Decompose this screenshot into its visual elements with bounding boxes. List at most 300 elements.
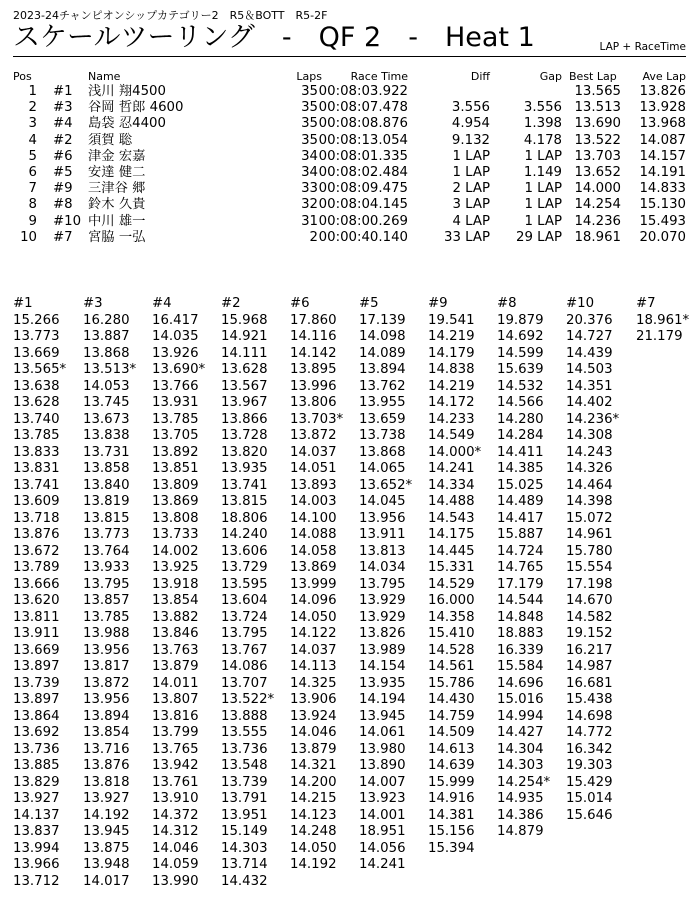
lap-time-cell: 13.712 <box>13 873 60 889</box>
driver-name-cell: 須賀 聡 <box>88 132 133 148</box>
lap-time-cell: 14.727 <box>566 329 613 344</box>
driver-name-cell: 三津谷 郷 <box>88 181 146 197</box>
lap-time-cell: 13.882 <box>152 609 199 625</box>
result-row <box>13 133 688 149</box>
laps-cell: 32 <box>301 197 318 213</box>
lap-time-cell: 14.065 <box>359 461 406 476</box>
lap-time-cell: 14.544 <box>497 593 544 608</box>
lap-time-cell: 14.240 <box>221 527 268 542</box>
lap-time-cell: 14.046 <box>152 840 199 856</box>
lap-time-cell: 13.894 <box>83 708 130 724</box>
lap-time-cell: 13.762 <box>359 378 406 394</box>
lap-time-cell: 13.716 <box>83 741 130 757</box>
lap-time-cell: 13.956 <box>83 692 130 707</box>
lap-time-cell: 15.999 <box>428 774 475 790</box>
lap-time-cell: 13.888 <box>221 708 268 724</box>
driver-name-cell: 浅川 翔4500 <box>88 84 166 99</box>
lap-time-cell: 13.785 <box>152 411 199 427</box>
lap-column-header: #3 <box>83 296 103 311</box>
lap-time-cell: 14.003 <box>290 494 337 509</box>
lap-time-cell: 13.846 <box>152 626 199 641</box>
lap-time-cell: 13.739 <box>221 774 268 790</box>
lap-time-cell: 14.532 <box>497 378 544 394</box>
lap-time-cell: 15.266 <box>13 312 60 328</box>
lap-time-cell: 13.692 <box>13 725 60 740</box>
lap-time-cell: 14.385 <box>497 461 544 476</box>
lap-time-cell: 14.698 <box>566 708 613 724</box>
lap-time-cell: 13.628 <box>221 362 268 377</box>
results-table <box>13 69 688 246</box>
lap-column-header: #9 <box>428 296 448 311</box>
lap-time-cell: 16.000 <box>428 593 475 608</box>
lap-time-cell: 14.432 <box>221 873 268 889</box>
lap-time-cell: 15.156 <box>428 824 475 839</box>
result-row <box>13 214 688 230</box>
lap-column-header: #7 <box>636 296 656 311</box>
race-time-cell: 00:00:40.140 <box>318 229 408 245</box>
car-number-cell: #2 <box>53 132 73 148</box>
lap-time-cell: 14.692 <box>497 329 544 344</box>
lap-time-cell: 14.002 <box>152 543 199 559</box>
lap-time-cell: 13.945 <box>359 708 406 724</box>
lap-time-cell: 14.175 <box>428 527 475 542</box>
lap-time-cell: 13.854 <box>152 593 199 608</box>
best-lap-cell: 13.690 <box>574 116 621 132</box>
lap-time-cell: 13.868 <box>359 444 406 460</box>
lap-time-cell: 14.086 <box>221 659 268 674</box>
race-time-cell: 00:08:01.335 <box>318 148 408 164</box>
lap-time-cell: 13.548 <box>221 758 268 773</box>
lap-time-cell: 19.152 <box>566 626 613 641</box>
lap-time-cell: 13.690* <box>152 362 206 377</box>
lap-time-cell: 14.050 <box>290 609 337 625</box>
lap-time-cell: 14.111 <box>221 345 268 361</box>
lap-time-cell: 14.045 <box>359 494 406 509</box>
lap-time-cell: 14.200 <box>290 774 337 790</box>
lap-time-cell: 13.604 <box>221 593 268 608</box>
lap-time-cell: 13.879 <box>290 741 337 757</box>
lap-time-cell: 14.325 <box>290 675 337 691</box>
best-lap-cell: 13.513 <box>574 100 621 116</box>
result-row <box>13 197 688 213</box>
lap-time-cell: 14.098 <box>359 329 406 344</box>
lap-time-cell: 15.410 <box>428 626 475 641</box>
lap-time-cell: 14.509 <box>428 725 475 740</box>
pos-cell: 3 <box>28 116 37 132</box>
lap-time-cell: 13.567 <box>221 378 268 394</box>
lap-time-cell: 13.673 <box>83 411 130 427</box>
lap-time-cell: 15.149 <box>221 824 268 839</box>
lap-time-cell: 14.561 <box>428 659 475 674</box>
ave-lap-cell: 13.968 <box>639 116 686 132</box>
lap-time-cell: 13.872 <box>83 675 130 691</box>
lap-time-cell: 19.303 <box>566 758 613 773</box>
diff-cell: 3.556 <box>451 100 490 116</box>
lap-time-cell: 15.072 <box>566 510 613 526</box>
lap-time-cell: 14.096 <box>290 593 337 608</box>
lap-time-cell: 15.646 <box>566 807 613 823</box>
col-ave-lap-header: Ave Lap <box>642 70 686 83</box>
lap-time-cell: 13.817 <box>83 659 130 674</box>
lap-time-cell: 14.192 <box>83 807 130 823</box>
lap-time-cell: 14.179 <box>428 345 475 361</box>
lap-time-cell: 13.729 <box>221 560 268 575</box>
lap-time-cell: 14.670 <box>566 593 613 608</box>
pos-cell: 2 <box>28 100 37 116</box>
lap-time-cell: 13.765 <box>152 741 199 757</box>
lap-time-cell: 14.056 <box>359 840 406 856</box>
lap-time-cell: 14.122 <box>290 626 337 641</box>
lap-time-cell: 14.001 <box>359 807 406 823</box>
lap-time-cell: 13.892 <box>152 444 199 460</box>
ave-lap-cell: 13.928 <box>639 100 686 116</box>
car-number-cell: #10 <box>53 213 82 229</box>
lap-time-cell: 13.966 <box>13 857 60 872</box>
race-time-cell: 00:08:07.478 <box>318 100 408 116</box>
lap-time-cell: 13.929 <box>359 609 406 625</box>
lap-time-cell: 13.906 <box>290 692 337 707</box>
pos-cell: 10 <box>20 229 37 245</box>
lap-time-cell: 14.089 <box>359 345 406 361</box>
lap-time-cell: 21.179 <box>636 329 683 344</box>
lap-time-cell: 13.740 <box>13 411 60 427</box>
lap-time-cell: 13.926 <box>152 345 199 361</box>
lap-time-cell: 13.911 <box>13 626 60 641</box>
lap-time-cell: 13.669 <box>13 345 60 361</box>
lap-time-cell: 13.791 <box>221 791 268 806</box>
lap-time-cell: 13.764 <box>83 543 130 559</box>
race-time-cell: 00:08:13.054 <box>318 132 408 148</box>
lap-time-cell: 18.806 <box>221 510 268 526</box>
lap-column <box>13 296 83 890</box>
lap-time-cell: 14.007 <box>359 774 406 790</box>
lap-time-cell: 13.933 <box>83 560 130 575</box>
lap-time-cell: 14.100 <box>290 510 337 526</box>
lap-time-cell: 13.895 <box>290 362 337 377</box>
driver-name-cell: 鈴木 久貴 <box>88 197 146 213</box>
lap-column <box>152 296 222 890</box>
lap-time-cell: 14.303 <box>497 758 544 773</box>
report-subtitle: 2023-24チャンピオンシップカテゴリー2 R5＆BOTT R5-2F <box>13 9 328 22</box>
lap-column-header: #6 <box>290 296 310 311</box>
col-name-header: Name <box>88 70 121 83</box>
lap-time-cell: 14.241 <box>428 461 475 476</box>
lap-time-cell: 13.815 <box>83 510 130 526</box>
lap-time-cell: 13.807 <box>152 692 199 707</box>
lap-time-cell: 13.990 <box>152 873 199 889</box>
lap-time-cell: 20.376 <box>566 312 613 328</box>
lap-time-cell: 19.541 <box>428 312 475 328</box>
lap-time-cell: 13.595 <box>221 576 268 592</box>
lap-time-cell: 13.785 <box>13 428 60 443</box>
lap-time-cell: 13.956 <box>359 510 406 526</box>
col-gap-header: Gap <box>539 70 562 83</box>
lap-time-cell: 13.935 <box>359 675 406 691</box>
lap-time-cell: 14.529 <box>428 576 475 592</box>
diff-cell: 1 LAP <box>452 148 490 164</box>
lap-time-cell: 15.394 <box>428 840 475 856</box>
lap-time-cell: 14.035 <box>152 329 199 344</box>
diff-cell: 33 LAP <box>444 229 490 245</box>
result-row <box>13 116 688 132</box>
lap-time-cell: 13.840 <box>83 477 130 493</box>
lap-time-cell: 13.923 <box>359 791 406 806</box>
lap-time-cell: 13.555 <box>221 725 268 740</box>
lap-time-cell: 14.123 <box>290 807 337 823</box>
lap-time-cell: 13.829 <box>13 774 60 790</box>
lap-time-cell: 13.773 <box>83 527 130 542</box>
lap-time-cell: 19.879 <box>497 312 544 328</box>
pos-cell: 6 <box>28 164 37 180</box>
lap-time-cell: 16.280 <box>83 312 130 328</box>
lap-time-cell: 14.987 <box>566 659 613 674</box>
lap-time-cell: 14.503 <box>566 362 613 377</box>
lap-time-cell: 13.815 <box>221 494 268 509</box>
lap-time-cell: 13.925 <box>152 560 199 575</box>
lap-time-cell: 13.745 <box>83 395 130 410</box>
lap-time-cell: 13.837 <box>13 824 60 839</box>
lap-time-cell: 13.890 <box>359 758 406 773</box>
lap-column <box>428 296 498 857</box>
lap-time-cell: 13.741 <box>221 477 268 493</box>
lap-time-cell: 15.968 <box>221 312 268 328</box>
lap-time-cell: 14.017 <box>83 873 130 889</box>
lap-time-cell: 15.887 <box>497 527 544 542</box>
lap-time-cell: 14.053 <box>83 378 130 394</box>
lap-time-cell: 13.628 <box>13 395 60 410</box>
lap-time-cell: 14.050 <box>290 840 337 856</box>
laps-cell: 31 <box>301 213 318 229</box>
lap-time-cell: 14.243 <box>566 444 613 460</box>
lap-time-cell: 14.059 <box>152 857 199 872</box>
lap-time-cell: 14.489 <box>497 494 544 509</box>
lap-time-cell: 13.736 <box>221 741 268 757</box>
lap-time-cell: 13.609 <box>13 494 60 509</box>
lap-time-cell: 13.879 <box>152 659 199 674</box>
lap-time-cell: 14.386 <box>497 807 544 823</box>
lap-time-cell: 14.759 <box>428 708 475 724</box>
lap-time-cell: 14.724 <box>497 543 544 559</box>
lap-time-cell: 13.838 <box>83 428 130 443</box>
lap-time-cell: 13.951 <box>221 807 268 823</box>
lap-time-cell: 13.811 <box>13 609 60 625</box>
diff-cell: 1 LAP <box>452 164 490 180</box>
lap-time-cell: 13.806 <box>290 395 337 410</box>
lap-time-cell: 15.331 <box>428 560 475 575</box>
lap-time-cell: 13.911 <box>359 527 406 542</box>
lap-time-cell: 13.833 <box>13 444 60 460</box>
best-lap-cell: 14.254 <box>574 197 621 213</box>
lap-time-cell: 14.599 <box>497 345 544 361</box>
lap-time-cell: 13.818 <box>83 774 130 790</box>
lap-time-cell: 13.866 <box>221 411 268 427</box>
lap-time-cell: 13.876 <box>13 527 60 542</box>
lap-time-cell: 13.854 <box>83 725 130 740</box>
lap-time-cell: 13.864 <box>13 708 60 724</box>
lap-time-cell: 13.513* <box>83 362 137 377</box>
lap-time-cell: 13.799 <box>152 725 199 740</box>
lap-time-cell: 13.733 <box>152 527 199 542</box>
gap-cell: 1.398 <box>523 116 562 132</box>
report-title: スケールツーリング - QF 2 - Heat 1 <box>13 22 535 53</box>
lap-time-cell: 18.961* <box>636 312 690 328</box>
lap-time-cell: 13.795 <box>83 576 130 592</box>
lap-time-cell: 16.217 <box>566 642 613 658</box>
pos-cell: 5 <box>28 148 37 164</box>
lap-column-header: #4 <box>152 296 172 311</box>
lap-time-cell: 14.765 <box>497 560 544 575</box>
lap-time-cell: 13.876 <box>83 758 130 773</box>
driver-name-cell: 島袋 忍4400 <box>88 116 166 132</box>
lap-time-cell: 18.883 <box>497 626 544 641</box>
laps-cell: 34 <box>301 148 318 164</box>
lap-time-cell: 13.918 <box>152 576 199 592</box>
lap-time-cell: 14.639 <box>428 758 475 773</box>
lap-time-cell: 13.795 <box>221 626 268 641</box>
lap-time-cell: 13.887 <box>83 329 130 344</box>
lap-time-cell: 15.786 <box>428 675 475 691</box>
lap-time-cell: 13.955 <box>359 395 406 410</box>
lap-time-cell: 14.192 <box>290 857 337 872</box>
lap-time-cell: 14.219 <box>428 329 475 344</box>
lap-time-cell: 13.808 <box>152 510 199 526</box>
result-row <box>13 230 688 246</box>
pos-cell: 7 <box>28 181 37 197</box>
lap-time-cell: 13.813 <box>359 543 406 559</box>
lap-time-cell: 13.988 <box>83 626 130 641</box>
lap-time-cell: 14.417 <box>497 510 544 526</box>
lap-time-cell: 13.897 <box>13 692 60 707</box>
lap-time-cell: 14.233 <box>428 411 475 427</box>
lap-time-cell: 13.857 <box>83 593 130 608</box>
lap-time-cell: 14.303 <box>221 840 268 856</box>
lap-time-cell: 14.061 <box>359 725 406 740</box>
lap-time-cell: 13.816 <box>152 708 199 724</box>
lap-time-cell: 15.025 <box>497 477 544 493</box>
lap-time-cell: 14.154 <box>359 659 406 674</box>
lap-time-cell: 14.961 <box>566 527 613 542</box>
lap-time-cell: 15.584 <box>497 659 544 674</box>
lap-time-cell: 13.910 <box>152 791 199 806</box>
lap-time-cell: 14.398 <box>566 494 613 509</box>
lap-time-cell: 13.809 <box>152 477 199 493</box>
lap-column <box>497 296 567 841</box>
lap-time-cell: 13.851 <box>152 461 199 476</box>
lap-time-cell: 14.427 <box>497 725 544 740</box>
diff-cell: 4 LAP <box>452 213 490 229</box>
lap-time-cell: 13.885 <box>13 758 60 773</box>
lap-time-cell: 13.724 <box>221 609 268 625</box>
col-best-lap-header: Best Lap <box>569 70 617 83</box>
race-time-cell: 00:08:08.876 <box>318 116 408 132</box>
lap-time-cell: 13.875 <box>83 840 130 856</box>
lap-time-cell: 13.948 <box>83 857 130 872</box>
lap-time-cell: 13.994 <box>13 840 60 856</box>
col-laps-header: Laps <box>296 70 322 83</box>
lap-time-cell: 14.142 <box>290 345 337 361</box>
gap-cell: 4.178 <box>523 132 562 148</box>
gap-cell: 1 LAP <box>524 197 562 213</box>
lap-time-cell: 14.402 <box>566 395 613 410</box>
race-time-cell: 00:08:09.475 <box>318 181 408 197</box>
ave-lap-cell: 15.130 <box>639 197 686 213</box>
lap-column <box>83 296 153 890</box>
lap-time-cell: 14.011 <box>152 675 199 691</box>
car-number-cell: #4 <box>53 116 73 132</box>
lap-time-cell: 13.736 <box>13 741 60 757</box>
gap-cell: 1 LAP <box>524 148 562 164</box>
lap-time-cell: 15.014 <box>566 791 613 806</box>
laps-cell: 34 <box>301 164 318 180</box>
best-lap-cell: 14.236 <box>574 213 621 229</box>
gap-cell: 1 LAP <box>524 181 562 197</box>
lap-time-cell: 13.927 <box>13 791 60 806</box>
car-number-cell: #7 <box>53 229 73 245</box>
lap-time-cell: 13.819 <box>83 494 130 509</box>
lap-column <box>636 296 700 346</box>
lap-time-cell: 13.872 <box>290 428 337 443</box>
lap-time-cell: 14.613 <box>428 741 475 757</box>
diff-cell: 2 LAP <box>452 181 490 197</box>
lap-time-cell: 14.284 <box>497 428 544 443</box>
lap-time-cell: 14.321 <box>290 758 337 773</box>
driver-name-cell: 谷岡 哲郎 4600 <box>88 100 184 116</box>
lap-time-cell: 13.931 <box>152 395 199 410</box>
lap-column <box>566 296 636 824</box>
lap-time-cell: 13.638 <box>13 378 60 394</box>
laps-cell: 35 <box>301 116 318 132</box>
pos-cell: 9 <box>28 213 37 229</box>
lap-time-cell: 13.956 <box>83 642 130 658</box>
ave-lap-cell: 14.157 <box>639 148 686 164</box>
lap-time-cell: 14.528 <box>428 642 475 658</box>
lap-time-cell: 13.789 <box>13 560 60 575</box>
best-lap-cell: 13.522 <box>574 132 621 148</box>
lap-time-cell: 14.566 <box>497 395 544 410</box>
lap-time-cell: 13.927 <box>83 791 130 806</box>
lap-column-header: #10 <box>566 296 595 311</box>
lap-time-cell: 14.058 <box>290 543 337 559</box>
lap-time-cell: 15.639 <box>497 362 544 377</box>
lap-column-header: #8 <box>497 296 517 311</box>
car-number-cell: #5 <box>53 164 73 180</box>
results-header-row <box>13 69 688 84</box>
car-number-cell: #3 <box>53 100 73 116</box>
lap-time-cell: 13.652* <box>359 477 413 493</box>
lap-time-cell: 13.795 <box>359 576 406 592</box>
ave-lap-cell: 13.826 <box>639 84 686 99</box>
lap-column-header: #1 <box>13 296 33 311</box>
gap-cell: 1 LAP <box>524 213 562 229</box>
result-row <box>13 84 688 100</box>
lap-time-cell: 14.254* <box>497 774 551 790</box>
car-number-cell: #1 <box>53 84 73 99</box>
lap-time-cell: 13.761 <box>152 774 199 790</box>
race-time-cell: 00:08:00.269 <box>318 213 408 229</box>
lap-time-cell: 14.994 <box>497 708 544 724</box>
best-lap-cell: 14.000 <box>574 181 621 197</box>
lap-time-cell: 13.718 <box>13 510 60 526</box>
lap-time-cell: 14.037 <box>290 444 337 460</box>
lap-time-cell: 13.669 <box>13 642 60 658</box>
lap-time-cell: 13.672 <box>13 543 60 559</box>
lap-time-cell: 14.921 <box>221 329 268 344</box>
lap-time-cell: 14.051 <box>290 461 337 476</box>
lap-column <box>359 296 429 874</box>
lap-time-cell: 14.381 <box>428 807 475 823</box>
lap-time-cell: 18.951 <box>359 824 406 839</box>
lap-time-cell: 14.137 <box>13 807 60 823</box>
